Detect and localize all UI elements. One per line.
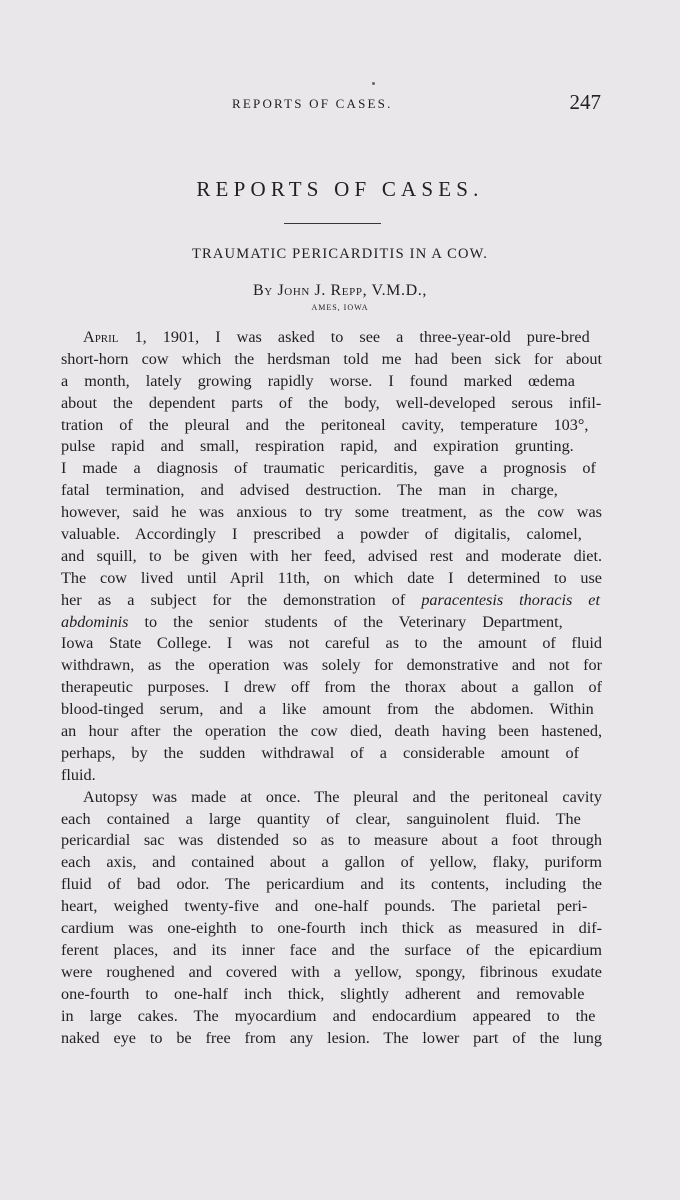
text-line: tration of the pleural and the peritoneal cavity, temperature 103°,	[61, 415, 589, 434]
running-head: REPORTS OF CASES.	[232, 96, 393, 111]
text-line: in large cakes. The myocardium and endocardium appeared to the	[61, 1006, 596, 1025]
text-line: valuable. Accordingly I prescribed a powder of digitalis, calomel,	[61, 525, 582, 544]
latin-term: paracentesis thoracis et	[421, 590, 600, 609]
byline-prefix: By	[253, 282, 273, 299]
text-line: I made a diagnosis of traumatic pericarditis, gave a prognosis of	[61, 459, 596, 478]
text-line: short-horn cow which the herdsman told me had been sick for about	[61, 349, 602, 368]
text-line	[61, 327, 602, 349]
byline	[0, 282, 680, 300]
author-degree: , V.M.D.,	[362, 282, 427, 299]
line-text	[61, 591, 600, 609]
text-line: perhaps, by the sudden withdrawal of a considerable amount of	[61, 743, 579, 762]
text-line: heart, weighed twenty-five and one-half pounds. The parietal peri-	[61, 897, 588, 916]
text-line: ferent places, and its inner face and the surface of the epicardium	[61, 940, 602, 959]
text-line: a month, lately growing rapidly worse. I found marked œdema	[61, 371, 575, 390]
text-line: and squill, to be given with her feed, advised rest and moderate diet.	[61, 546, 602, 565]
text-line: fluid.	[61, 765, 96, 784]
line-roman: to the senior students of the Veterinary Department,	[128, 612, 563, 631]
line-text	[83, 328, 590, 346]
article-title: TRAUMATIC PERICARDITIS IN A COW.	[191, 246, 489, 262]
text-line: Iowa State College. I was not careful as to the amount of fluid	[61, 634, 602, 653]
page-number: 247	[569, 90, 601, 114]
text-line: each contained a large quantity of clear, sanguinolent fluid. The	[61, 809, 581, 828]
text-line: fluid of bad odor. The pericardium and its contents, including the	[61, 875, 602, 894]
text-line	[61, 612, 602, 634]
text-line: cardium was one-eighth to one-fourth inch thick as measured in dif-	[61, 919, 602, 938]
text-line: withdrawn, as the operation was solely for demonstrative and not for	[61, 656, 602, 675]
text-line	[61, 590, 602, 612]
printer-dot	[372, 82, 375, 85]
line-text	[61, 613, 563, 631]
author-location: AMES, IOWA	[311, 303, 369, 312]
text-line: an hour after the operation the cow died, death having been hastened,	[61, 722, 602, 741]
text-line: fatal termination, and advised destruction. The man in charge,	[61, 481, 558, 500]
text-line: The cow lived until April 11th, on which date I determined to use	[61, 568, 602, 587]
text-line: one-fourth to one-half inch thick, slightly adherent and removable	[61, 984, 585, 1003]
line-roman: her as a subject for the demonstration of	[61, 590, 422, 609]
title-rule	[284, 223, 381, 224]
line-rest: 1, 1901, I was asked to see a three-year-old pure-bred	[118, 328, 590, 346]
section-title: REPORTS OF CASES.	[196, 177, 484, 201]
text-line: pericardial sac was distended so as to measure about a foot through	[61, 831, 602, 850]
text-line: therapeutic purposes. I drew off from the thorax about a gallon of	[61, 678, 602, 697]
text-line: naked eye to be free from any lesion. The lower part of the lung	[61, 1028, 602, 1047]
text-line: about the dependent parts of the body, well-developed serous infil-	[61, 393, 602, 412]
text-line: each axis, and contained about a gallon of yellow, flaky, puriform	[61, 853, 602, 872]
text-line: blood-tinged serum, and a like amount from the abdomen. Within	[61, 700, 594, 719]
latin-term: abdominis	[61, 612, 129, 631]
opening-words: April	[83, 328, 119, 346]
text-line: were roughened and covered with a yellow, spongy, fibrinous exudate	[61, 962, 602, 981]
author-name: John J. Repp	[277, 282, 363, 299]
text-line: however, said he was anxious to try some treatment, as the cow was	[61, 503, 602, 522]
text-line: Autopsy was made at once. The pleural and the peritoneal cavity	[83, 787, 602, 806]
article-body	[61, 327, 602, 1049]
text-line: pulse rapid and small, respiration rapid, and expiration grunting.	[61, 437, 574, 456]
